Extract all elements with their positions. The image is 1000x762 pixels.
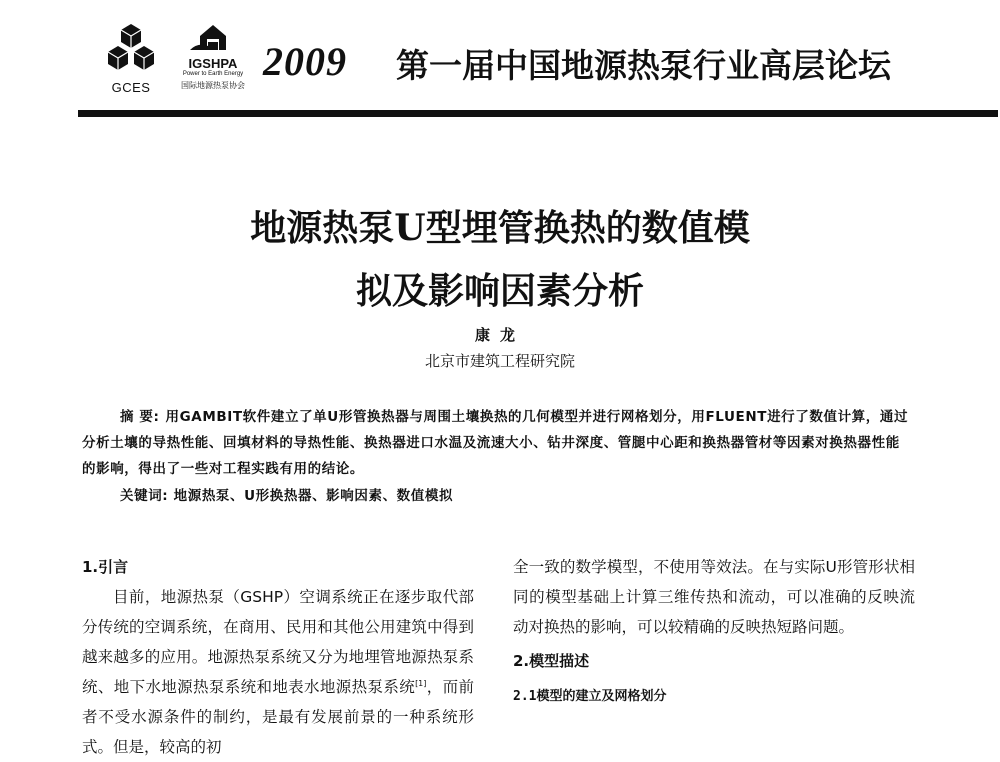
section1-text-part1: 目前，地源热泵（GSHP）空调系统正在逐步取代部分传统的空调系统，在商用、民用和其他公用建筑中得到越来越多的应用。地源热泵系统又分为地埋管地源热泵系统、地下水地源热泵系统和地表水地源热泵系统 bbox=[82, 588, 474, 696]
igshpa-logo-subtitle: 国际地源热泵协会 bbox=[181, 81, 245, 90]
section1-paragraph bbox=[82, 582, 474, 762]
right-column-paragraph: 全一致的数学模型，不使用等效法。在与实际U形管形状相同的模型基础上计算三维传热和流动，可以准确的反映流动对换热的影响，可以较精确的反映热短路问题。 bbox=[513, 558, 915, 636]
conference-title: 第一届中国地源热泵行业高层论坛 bbox=[396, 46, 891, 85]
igshpa-logo-tagline: Power to Earth Energy bbox=[182, 71, 244, 77]
section1-heading: 1.引言 bbox=[82, 558, 129, 576]
keywords-label: 关键词: bbox=[120, 488, 169, 504]
abstract-text: 用GAMBIT软件建立了单U形管换热器与周围土壤换热的几何模型并进行网格划分，用FLUENT进行了数值计算，通过分析土壤的导热性能、回填材料的导热性能、换热器进口水温及流速大小、钻井深度、管腿中心距和换热器管材等因素对换热器性能的影响，得出了一些对工程实践有用的结论。 bbox=[82, 409, 909, 477]
right-column bbox=[513, 552, 915, 725]
keywords-text: 地源热泵、U形换热器、影响因素、数值模拟 bbox=[173, 488, 454, 504]
author-affiliation: 北京市建筑工程研究院 bbox=[424, 352, 575, 370]
header-rule bbox=[78, 110, 998, 117]
left-column bbox=[82, 552, 474, 762]
gces-cube-icon bbox=[106, 22, 156, 78]
section1-text-part2: ，而前者不受水源条件的制约，是最有发展前景的一种系统形式。但是，较高的初 bbox=[82, 678, 474, 756]
keywords bbox=[120, 484, 900, 504]
paper-title-line1: 地源热泵U型埋管换热的数值模 bbox=[250, 207, 750, 249]
paper-title-line2: 拟及影响因素分析 bbox=[355, 270, 644, 312]
section2-heading: 2.模型描述 bbox=[513, 652, 590, 670]
gces-logo-caption: GCES bbox=[111, 80, 151, 95]
section2-1-heading: 2.1模型的建立及网格划分 bbox=[513, 689, 667, 704]
igshpa-logo-name: IGSHPA bbox=[188, 56, 238, 71]
citation-ref: [1] bbox=[415, 678, 427, 688]
conference-year: 2009 bbox=[263, 39, 347, 84]
gces-logo bbox=[100, 22, 162, 100]
abstract bbox=[82, 404, 912, 482]
abstract-label: 摘 要: bbox=[120, 409, 160, 425]
igshpa-logo bbox=[178, 22, 248, 100]
igshpa-house-icon bbox=[178, 22, 248, 52]
author-name: 康龙 bbox=[474, 326, 525, 344]
